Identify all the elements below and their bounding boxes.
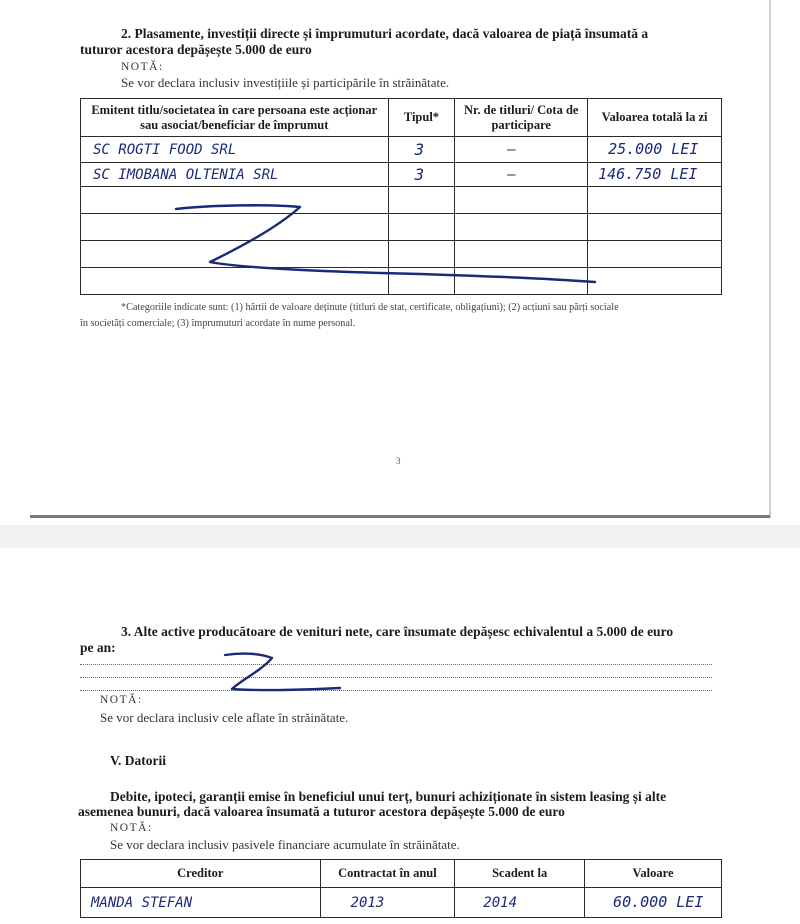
- page-bottom-edge: [30, 515, 770, 518]
- handwritten-tipul: 3: [414, 164, 425, 184]
- handwritten-value: 25.000 LEI: [608, 140, 699, 158]
- note-text: Se vor declara inclusiv pasivele financiare acumulate în străinătate.: [110, 837, 460, 852]
- section-v-line2: asemenea bunuri, dacă valoarea însumată a tuturor acestora depășește 5.000 de euro: [78, 804, 565, 819]
- table-row: [81, 888, 722, 918]
- handwritten-dash: —: [507, 166, 516, 183]
- handwritten-tipul: 3: [414, 139, 425, 159]
- header-emitent: Emitent titlu/societatea în care persoana este acționar sau asociat/beneficiar de împrumut: [81, 99, 389, 137]
- handwritten-year: 2013: [350, 894, 385, 911]
- section-v-line1: Debite, ipoteci, garanții emise în beneficiul unui terț, bunuri achiziționate în sistem leasing și alte: [110, 789, 667, 804]
- handwritten-value: 146.750 LEI: [598, 165, 698, 183]
- note-text: Se vor declara inclusiv cele aflate în străinătate.: [100, 710, 349, 725]
- header-valoarea: Valoarea totală la zi: [588, 99, 722, 137]
- section-3-heading-line1: 3. Alte active producătoare de venituri nete, care însumate depășesc echivalentul a 5.000 de euro: [121, 624, 674, 639]
- note-label: NOTĂ:: [100, 694, 143, 706]
- header-nr-titluri: Nr. de titluri/ Cota de participare: [455, 99, 588, 137]
- strikethrough-z-scribble: [0, 548, 800, 708]
- section-2-heading-line2: tuturor acestora depășește 5.000 de euro: [80, 42, 312, 57]
- header-scadent: Scadent la: [455, 860, 585, 888]
- section-2-heading-line1: 2. Plasamente, investiții directe și împrumuturi acordate, dacă valoarea de piață însumată a: [121, 26, 649, 41]
- footnote-line2: în societăți comerciale; (3) împrumuturi acordate în nume personal.: [80, 318, 356, 329]
- note-label: NOTĂ:: [110, 822, 153, 834]
- document-page-4: [0, 548, 800, 924]
- header-creditor: Creditor: [81, 860, 321, 888]
- header-tipul: Tipul*: [388, 99, 455, 137]
- note-label: NOTĂ:: [121, 61, 164, 73]
- handwritten-dash: —: [507, 141, 516, 158]
- page-edge: [769, 0, 771, 518]
- handwritten-emitent: SC IMOBANA OLTENIA SRL: [93, 166, 279, 183]
- page-separator: [0, 525, 800, 548]
- section-3-heading-line2: pe an:: [80, 640, 116, 655]
- strikethrough-z-scribble: [0, 0, 800, 300]
- handwritten-value: 60.000 LEI: [613, 893, 704, 911]
- section-v-title: V. Datorii: [110, 753, 166, 768]
- debts-table: [80, 859, 722, 918]
- header-contractat: Contractat în anul: [320, 860, 455, 888]
- header-valoare: Valoare: [585, 860, 722, 888]
- footnote-line1: *Categoriile indicate sunt: (1) hârtii de valoare deținute (titluri de stat, certificate, obligațiuni); (2) acțiuni sau părți sociale: [121, 302, 619, 313]
- page-number: 3: [396, 456, 401, 466]
- handwritten-emitent: SC ROGTI FOOD SRL: [93, 141, 237, 158]
- handwritten-creditor: MANDA STEFAN: [91, 894, 193, 911]
- handwritten-due: 2014: [483, 894, 518, 911]
- note-text: Se vor declara inclusiv investițiile și participările în străinătate.: [121, 75, 450, 90]
